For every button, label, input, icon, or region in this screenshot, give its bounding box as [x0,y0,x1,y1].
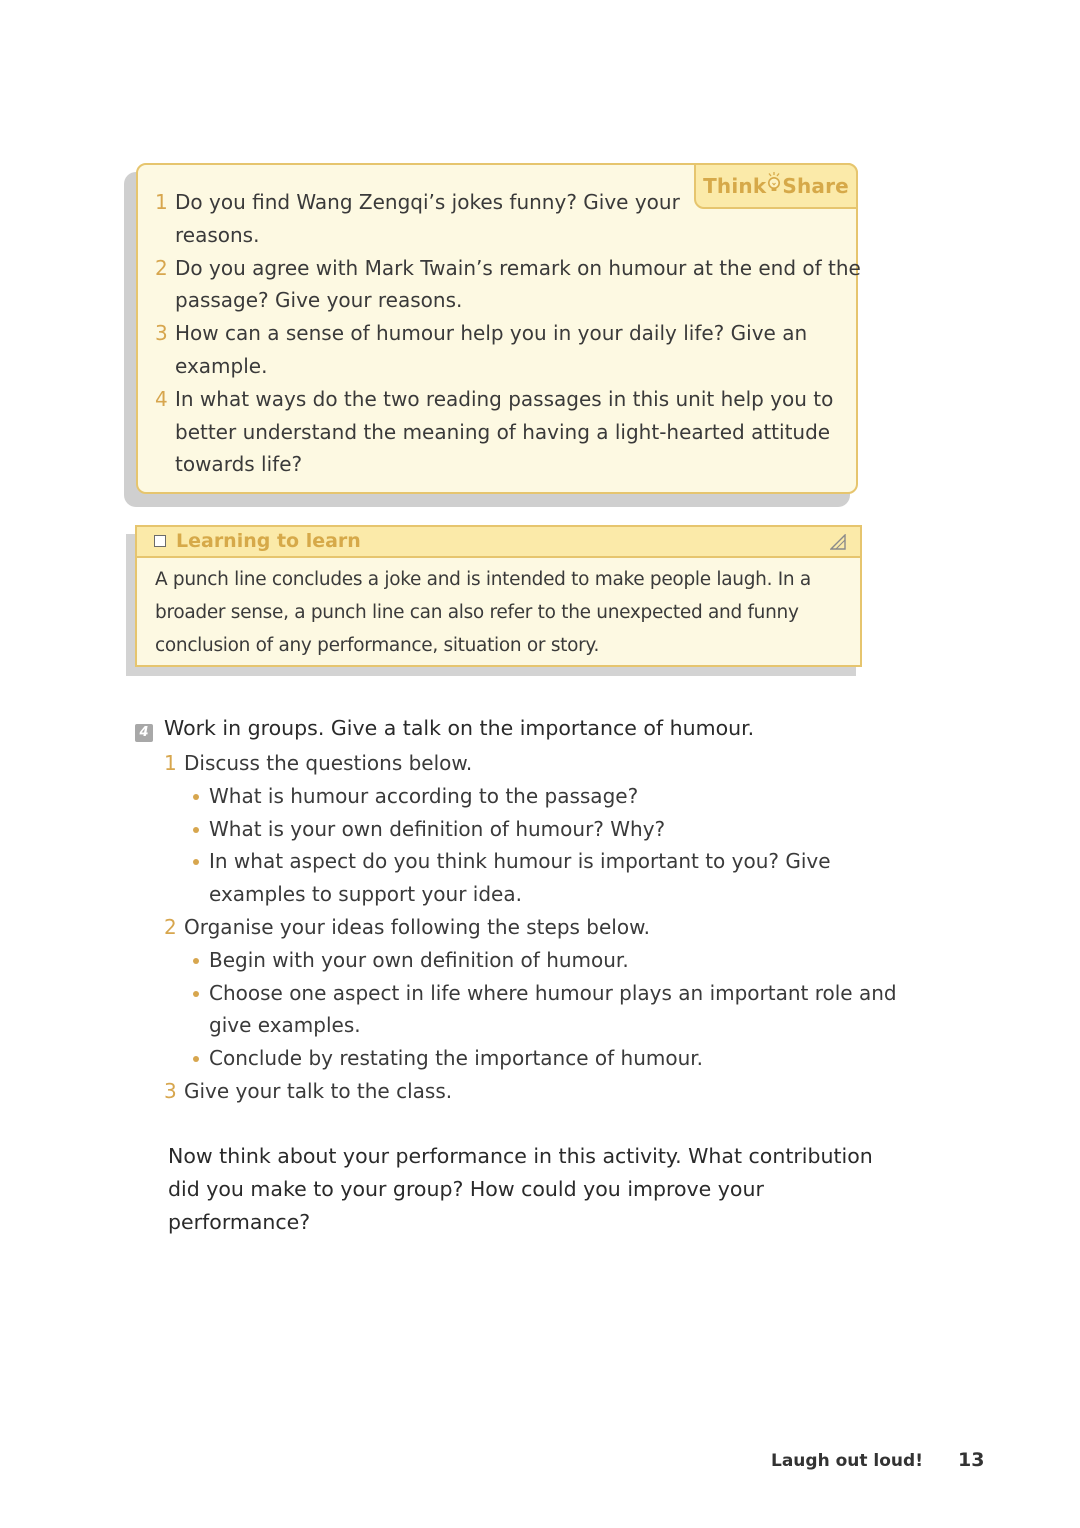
learning-text-line: conclusion of any performance, situation or story. [155,634,600,656]
learning-box-text [155,564,835,662]
list-item [155,186,861,252]
list-item [184,977,897,1043]
step-text: Organise your ideas following the steps below. [184,914,650,939]
bullet-text: Conclude by restating the importance of humour. [209,1046,704,1071]
step-1-bullets [184,780,897,911]
think-share-tab-right: Share [782,174,849,198]
bullet-text: Begin with your own definition of humour. [209,947,629,972]
bullet-text: examples to support your idea. [209,882,522,907]
question-text: Do you agree with Mark Twain’s remark on humour at the end of the [175,255,861,280]
list-item [184,944,897,977]
page-number: 13 [958,1449,985,1471]
question-text: better understand the meaning of having a light-hearted attitude [175,419,831,444]
bullet-text: give examples. [209,1013,361,1038]
step-1 [164,747,897,911]
learning-box-title: Learning to learn [176,530,361,552]
question-number: 3 [155,321,168,346]
step-2 [164,911,897,1075]
learning-text-line: broader sense, a punch line can also refer to the unexpected and funny [155,601,799,623]
footer-unit-title: Laugh out loud! [771,1451,923,1471]
step-text: Discuss the questions below. [184,751,473,775]
list-item [155,383,861,481]
step-number: 2 [164,914,177,939]
question-text: example. [175,353,268,378]
reflection-paragraph [168,1140,878,1238]
bullet-text: What is your own definition of humour? Why? [209,816,666,841]
checkbox-square-icon [154,535,166,547]
bullet-text: What is humour according to the passage? [209,783,639,808]
list-item [155,252,861,318]
step-number: 3 [164,1078,177,1103]
think-share-tab-left: Think [703,174,767,198]
question-text: reasons. [175,222,260,247]
question-text: Do you find Wang Zengqi’s jokes funny? Give your [175,190,680,214]
reflection-line: did you make to your group? How could you improve your [168,1176,764,1201]
step-text: Give your talk to the class. [184,1078,453,1103]
activity-title: Work in groups. Give a talk on the importance of humour. [164,716,755,740]
corner-triangle-icon [830,534,846,550]
activity-steps [164,747,897,1108]
reflection-line: Now think about your performance in this activity. What contribution [168,1144,873,1168]
question-text: passage? Give your reasons. [175,288,463,313]
list-item [184,813,897,846]
question-number: 4 [155,386,168,411]
step-number: 1 [164,751,177,775]
learning-text-line: A punch line concludes a joke and is intended to make people laugh. In a [155,569,811,590]
learning-box-header [137,527,860,558]
activity-number-badge: 4 [135,724,153,742]
think-share-questions [155,186,861,481]
question-text: In what ways do the two reading passages in this unit help you to [175,386,834,411]
reflection-line: performance? [168,1209,311,1234]
question-number: 1 [155,190,168,214]
list-item [184,845,897,911]
question-text: towards life? [175,452,303,477]
question-number: 2 [155,255,168,280]
list-item [184,780,897,813]
step-2-bullets [184,944,897,1075]
list-item [184,1042,897,1075]
learning-to-learn-box [135,525,862,667]
bullet-text: Choose one aspect in life where humour plays an important role and [209,980,897,1005]
question-text: How can a sense of humour help you in your daily life? Give an [175,321,808,346]
list-item [155,317,861,383]
step-3 [164,1075,897,1108]
bullet-text: In what aspect do you think humour is important to you? Give [209,849,831,874]
